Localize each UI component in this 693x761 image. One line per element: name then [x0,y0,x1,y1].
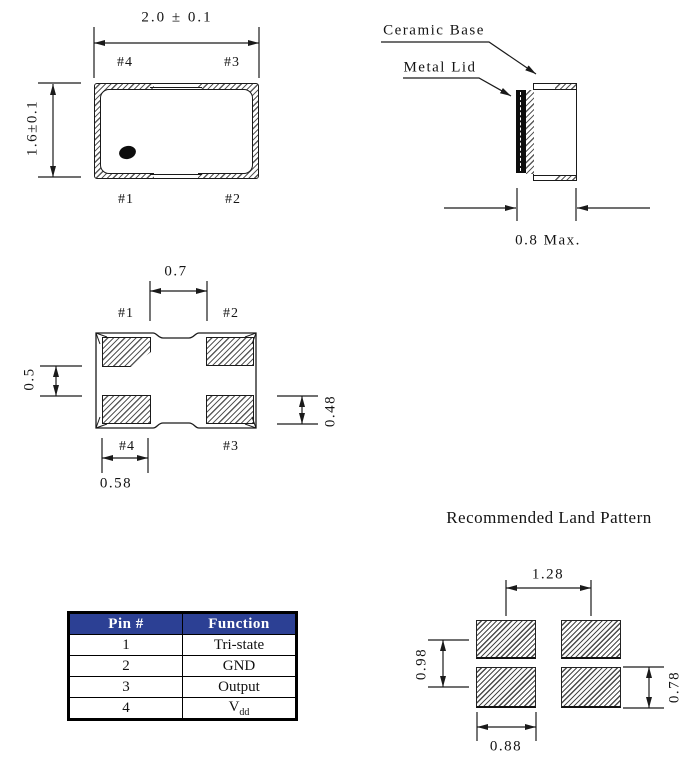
pin-table-header-row [69,613,296,635]
pin-number-cell: 1 [69,635,183,656]
ceramic-base-label: Ceramic Base [383,22,485,39]
side-view-lid-dashed-line [520,92,521,171]
land-pattern-vertical-pitch-dim: 0.98 [413,647,430,681]
table-row [69,635,296,656]
bottom-view-pin1-label: #1 [118,306,134,321]
side-view-top-seam-line [534,89,576,90]
side-view-top-hatch [555,84,576,89]
side-view-ceramic-base [533,83,577,181]
bottom-view-pad-width-dim: 0.58 [99,475,133,492]
top-view-pin1-label: #1 [118,192,134,207]
vdd-subscript: dd [239,706,250,718]
metal-lid-label: Metal Lid [403,59,477,76]
land-pattern-pad-width-dim: 0.88 [489,738,523,755]
side-view-metal-lid [516,90,526,173]
side-view-thickness-dim: 0.8 Max. [515,232,581,249]
pin-table-header-pin: Pin # [69,613,183,635]
pin-number-cell: 3 [69,677,183,698]
side-view-bottom-hatch [555,176,576,181]
pin-number-cell: 4 [69,698,183,720]
bottom-view-pin3-label: #3 [223,439,239,454]
pin-number-cell: 2 [69,656,183,677]
pin-function-cell: Tri-state [183,635,297,656]
pin-function-cell: Output [183,677,297,698]
bottom-view-gap-dim: 0.7 [164,263,188,280]
bottom-view-pad-1 [102,337,151,367]
land-pattern-pad-bottom-left [476,667,536,708]
top-view-package-outline [94,83,259,179]
top-view-pin4-label: #4 [117,55,133,70]
top-view-bottom-notch-line [150,174,202,175]
pin-function-cell [183,698,297,720]
bottom-view-left-dim: 0.5 [21,367,38,391]
bottom-view-pin4-label: #4 [119,439,135,454]
table-row [69,677,296,698]
land-pattern-pad-top-right [561,620,621,659]
bottom-view-pad-2 [206,337,254,366]
table-row [69,698,296,720]
top-view-metal-lid-surface [100,89,253,174]
bottom-view-pin2-label: #2 [223,306,239,321]
top-view-width-dim: 2.0 ± 0.1 [141,9,213,26]
top-view-height-dim: 1.6±0.1 [24,99,41,157]
bottom-view-pad-4 [102,395,151,424]
vdd-main: V [228,698,240,715]
pin-function-table [68,612,297,720]
table-row [69,656,296,677]
top-view-pin2-label: #2 [225,192,241,207]
land-pattern-pad-height-dim: 0.78 [666,670,683,704]
top-view-pin3-label: #3 [224,55,240,70]
land-pattern-pad-bottom-right [561,667,621,708]
top-view-top-notch-line [150,87,202,88]
bottom-view-right-dim: 0.48 [322,394,339,428]
pin-function-cell: GND [183,656,297,677]
side-view-seal-hatch [526,90,534,174]
land-pattern-pad-top-left [476,620,536,659]
land-pattern-title: Recommended Land Pattern [446,508,652,527]
land-pattern-horizontal-pitch-dim: 1.28 [531,566,565,583]
bottom-view-pad-3 [206,395,254,424]
pin-table-header-function: Function [183,613,297,635]
